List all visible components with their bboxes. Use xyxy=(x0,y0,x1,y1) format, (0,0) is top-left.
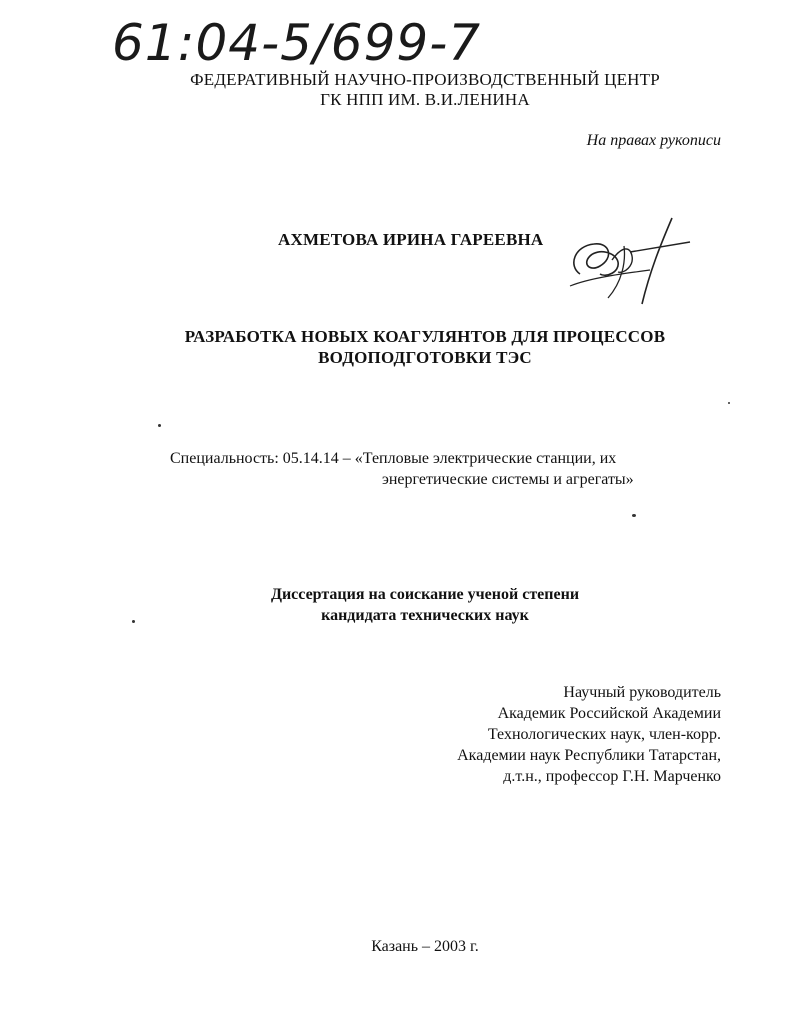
degree-line-2: кандидата технических наук xyxy=(321,607,529,624)
scan-speck xyxy=(632,514,636,517)
scan-speck xyxy=(132,620,135,623)
scan-speck xyxy=(158,424,161,427)
supervisor-line-5: д.т.н., профессор Г.Н. Марченко xyxy=(503,768,721,785)
author-signature xyxy=(560,216,700,306)
degree-line-1: Диссертация на соискание ученой степени xyxy=(270,586,580,603)
supervisor-line-2: Академик Российской Академии xyxy=(497,705,721,722)
organization-line-1: ФЕДЕРАТИВНЫЙ НАУЧНО-ПРОИЗВОДСТВЕННЫЙ ЦЕНТР xyxy=(190,70,660,89)
organization-line-2: ГК НПП ИМ. В.И.ЛЕНИНА xyxy=(320,90,530,109)
supervisor-block xyxy=(301,682,721,787)
specialty-line-1: Специальность: 05.14.14 – «Тепловые электрические станции, их xyxy=(170,450,617,467)
author-name: АХМЕТОВА ИРИНА ГАРЕЕВНА xyxy=(278,230,544,249)
organization-header xyxy=(130,70,720,110)
title-line-2: ВОДОПОДГОТОВКИ ТЭС xyxy=(318,348,532,367)
supervisor-line-4: Академии наук Республики Татарстан, xyxy=(457,747,721,764)
specialty-line-2: энергетические системы и агрегаты» xyxy=(382,471,634,488)
degree-block xyxy=(130,584,720,626)
title-line-1: РАЗРАБОТКА НОВЫХ КОАГУЛЯНТОВ ДЛЯ ПРОЦЕССОВ xyxy=(184,327,666,346)
scan-speck xyxy=(728,402,730,404)
city-year: Казань – 2003 г. xyxy=(371,938,479,955)
handwritten-catalog-number-text: 61:04-5/699-7 xyxy=(112,14,482,72)
dissertation-title xyxy=(130,326,720,368)
rights-note: На правах рукописи xyxy=(586,132,721,149)
supervisor-line-1: Научный руководитель xyxy=(563,684,721,701)
specialty-block xyxy=(170,448,690,490)
supervisor-line-3: Технологических наук, член-корр. xyxy=(487,726,721,743)
handwritten-catalog-number xyxy=(112,10,492,72)
